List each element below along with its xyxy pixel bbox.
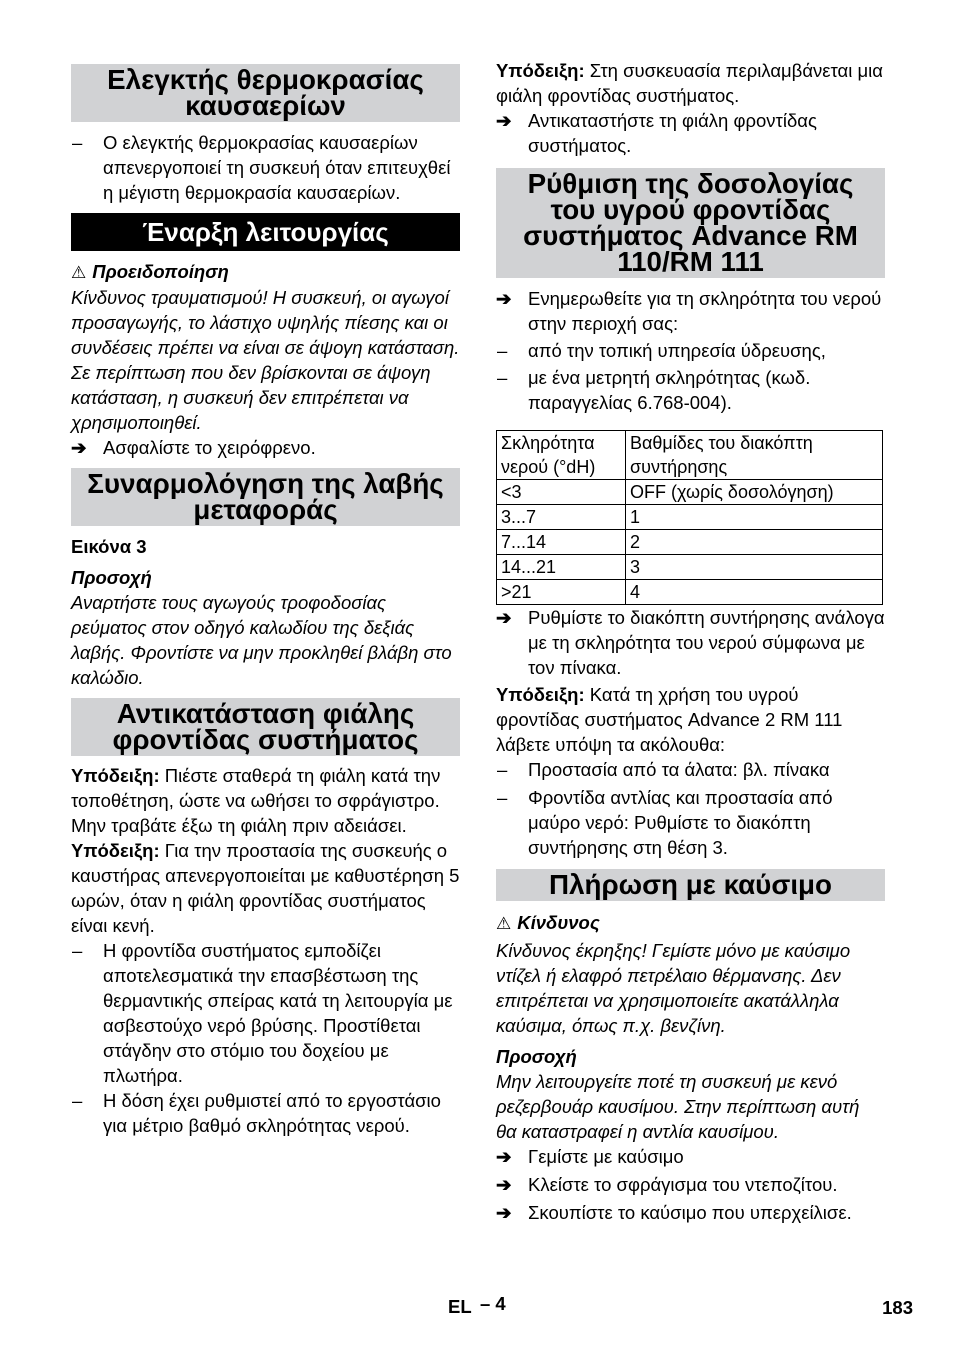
note-label: Υπόδειξη: <box>496 684 585 705</box>
heading-replace-care-bottle: Αντικατάσταση φιάλης φροντίδας συστήματος <box>71 698 460 756</box>
table-header-cell: Σκληρότητα νερού (°dH) <box>497 431 626 480</box>
dash-bullet: – <box>72 1090 83 1111</box>
table-header-row <box>497 431 883 480</box>
action-item <box>496 1200 885 1225</box>
table-cell: 3...7 <box>497 505 626 530</box>
caution-text: Μην λειτουργείτε ποτέ τη συσκευή με κενό ρεζερβουάρ καυσίμου. Στην περίπτωση αυτή θα καταστραφεί η αντλία καυσίμου. <box>496 1071 860 1142</box>
action-text: Ασφαλίστε το χειρόφρενο. <box>103 437 316 458</box>
arrow-right-icon: ➔ <box>71 437 87 458</box>
table-row <box>497 580 883 605</box>
action-text: Σκουπίστε το καύσιμο που υπερχείλισε. <box>528 1202 852 1223</box>
action-text: Αντικαταστήστε τη φιάλη φροντίδας συστήματος. <box>528 110 817 156</box>
note-paragraph <box>71 838 460 938</box>
dash-bullet: – <box>72 940 83 961</box>
dash-bullet: – <box>497 340 508 361</box>
danger-title: Κίνδυνος <box>517 912 600 933</box>
arrow-right-icon: ➔ <box>496 607 512 628</box>
action-item <box>496 286 885 336</box>
caution-title: Προσοχή <box>71 567 152 588</box>
action-item <box>496 605 885 680</box>
table-cell: >21 <box>497 580 626 605</box>
note-paragraph <box>496 682 885 757</box>
table-row <box>497 480 883 505</box>
arrow-right-icon: ➔ <box>496 1146 512 1167</box>
list-item-text: από την τοπική υπηρεσία ύδρευσης, <box>528 340 826 361</box>
table-row <box>497 530 883 555</box>
caution-title: Προσοχή <box>496 1046 577 1067</box>
table-cell: 1 <box>626 505 883 530</box>
table-cell: 2 <box>626 530 883 555</box>
action-text: Ρυθμίστε το διακόπτη συντήρησης ανάλογα με τη σκληρότητα του νερού σύμφωνα με τον πίνακα. <box>528 607 885 678</box>
list-item-text: με ένα μετρητή σκληρότητας (κωδ. παραγγελίας 6.768-004). <box>528 367 811 413</box>
list-item-text: Η δόση έχει ρυθμιστεί από το εργοστάσιο για μέτριο βαθμό σκληρότητας νερού. <box>103 1090 441 1136</box>
table-cell: 3 <box>626 555 883 580</box>
action-item <box>71 435 460 460</box>
note-text: Για την προστασία της συσκευής ο καυστήρας απενεργοποιείται με καθυστέρηση 5 ωρών, όταν η φιάλη φροντίδας συστήματος είναι κενή. <box>71 840 460 936</box>
warning-triangle-icon: ⚠ <box>496 914 512 933</box>
table-cell: 7...14 <box>497 530 626 555</box>
list-item <box>496 757 885 782</box>
dash-bullet: – <box>497 367 508 388</box>
danger-text: Κίνδυνος έκρηξης! Γεμίστε μόνο με καύσιμο ντίζελ ή ελαφρό πετρέλαιο θέρμανσης. Δεν επιτρέπεται να χρησιμοποιείτε ακατάλληλα καύσιμα, όπως π.χ. βενζίνη. <box>496 940 851 1036</box>
heading-dosage-setting: Ρύθμιση της δοσολογίας του υγρού φροντίδας συστήματος Advance RM 110/RM 111 <box>496 168 885 278</box>
warning-heading <box>71 259 460 285</box>
caution-text: Αναρτήστε τους αγωγούς τροφοδοσίας ρεύματος στον οδηγό καλωδίου της δεξιάς λαβής. Φροντίστε να μην προκληθεί βλάβη στο καλώδιο. <box>71 592 452 688</box>
dash-bullet: – <box>72 132 83 153</box>
footer-page-number: 183 <box>882 1297 913 1318</box>
heading-start-up: Έναρξη λειτουργίας <box>71 213 460 251</box>
note-label: Υπόδειξη: <box>71 840 160 861</box>
list-item <box>496 338 885 363</box>
arrow-right-icon: ➔ <box>496 110 512 131</box>
action-item <box>496 108 885 158</box>
warning-triangle-icon: ⚠ <box>71 263 87 282</box>
dash-bullet: – <box>497 787 508 808</box>
action-text: Ενημερωθείτε για τη σκληρότητα του νερού στην περιοχή σας: <box>528 288 882 334</box>
list-item-text: Φροντίδα αντλίας και προστασία από μαύρο νερό: Ρυθμίστε το διακόπτη συντήρησης στη θέση 3. <box>528 787 833 858</box>
dash-bullet: – <box>497 759 508 780</box>
heading-flue-gas-limiter: Ελεγκτής θερμοκρασίας καυσαερίων <box>71 64 460 122</box>
note-label: Υπόδειξη: <box>496 60 585 81</box>
left-column <box>71 58 460 1138</box>
list-item-text: Ο ελεγκτής θερμοκρασίας καυσαερίων απενεργοποιεί τη συσκευή όταν επιτευχθεί η μέγιστη θερμοκρασία καυσαερίων. <box>103 132 451 203</box>
figure-reference: Εικόνα 3 <box>71 536 147 557</box>
note-text: Στη συσκευασία περιλαμβάνεται μια φιάλη φροντίδας συστήματος. <box>496 60 883 106</box>
note-paragraph <box>71 763 460 838</box>
table-row <box>497 555 883 580</box>
danger-heading <box>496 910 885 936</box>
action-item <box>496 1144 885 1169</box>
list-item-text: Η φροντίδα συστήματος εμποδίζει αποτελεσματικά την επασβέστωση της θερμαντικής σπείρας κατά τη λειτουργία με ασβεστούχο νερό βρύσης. Προστίθεται στάγδην στο στόμιο του δοχείου με πλωτήρα. <box>103 940 453 1086</box>
list-item <box>496 785 885 860</box>
table-cell: <3 <box>497 480 626 505</box>
note-paragraph <box>496 58 885 108</box>
table-header-cell: Βαθμίδες του διακόπτη συντήρησης <box>626 431 883 480</box>
hardness-table <box>496 430 883 605</box>
list-item <box>71 938 460 1088</box>
list-item <box>71 1088 460 1138</box>
heading-transport-handle: Συναρμολόγηση της λαβής μεταφοράς <box>71 468 460 526</box>
arrow-right-icon: ➔ <box>496 1174 512 1195</box>
table-cell: 4 <box>626 580 883 605</box>
right-column <box>496 58 885 1225</box>
action-text: Γεμίστε με καύσιμο <box>528 1146 684 1167</box>
note-text: Κατά τη χρήση του υγρού φροντίδας συστήματος Advance 2 RM 111 λάβετε υπόψη τα ακόλουθα: <box>496 684 843 755</box>
list-item <box>496 365 885 415</box>
note-label: Υπόδειξη: <box>71 765 160 786</box>
warning-title: Προειδοποίηση <box>92 261 229 282</box>
action-text: Κλείστε το σφράγισμα του ντεποζίτου. <box>528 1174 838 1195</box>
list-item-text: Προστασία από τα άλατα: βλ. πίνακα <box>528 759 830 780</box>
arrow-right-icon: ➔ <box>496 1202 512 1223</box>
footer-language: EL <box>448 1296 472 1317</box>
warning-text: Κίνδυνος τραυματισμού! Η συσκευή, οι αγωγοί προσαγωγής, το λάστιχο υψηλής πίεσης και οι συνδέσεις πρέπει να είναι σε άψογη κατάσταση. Σε περίπτωση που δεν βρίσκονται σε άψογη κατάσταση, η συσκευή δεν επιτρέπεται να χρησιμοποιηθεί. <box>71 287 460 433</box>
arrow-right-icon: ➔ <box>496 288 512 309</box>
table-row <box>497 505 883 530</box>
heading-refuel: Πλήρωση με καύσιμο <box>496 869 885 901</box>
table-cell: OFF (χωρίς δοσολόγηση) <box>626 480 883 505</box>
table-cell: 14...21 <box>497 555 626 580</box>
action-item <box>496 1172 885 1197</box>
list-item <box>71 130 460 205</box>
footer-section-page: – 4 <box>480 1293 506 1314</box>
note-text: Πιέστε σταθερά τη φιάλη κατά την τοποθέτηση, ώστε να ωθήσει το σφράγιστρο. Μην τραβάτε έξω τη φιάλη πριν αδειάσει. <box>71 765 441 836</box>
